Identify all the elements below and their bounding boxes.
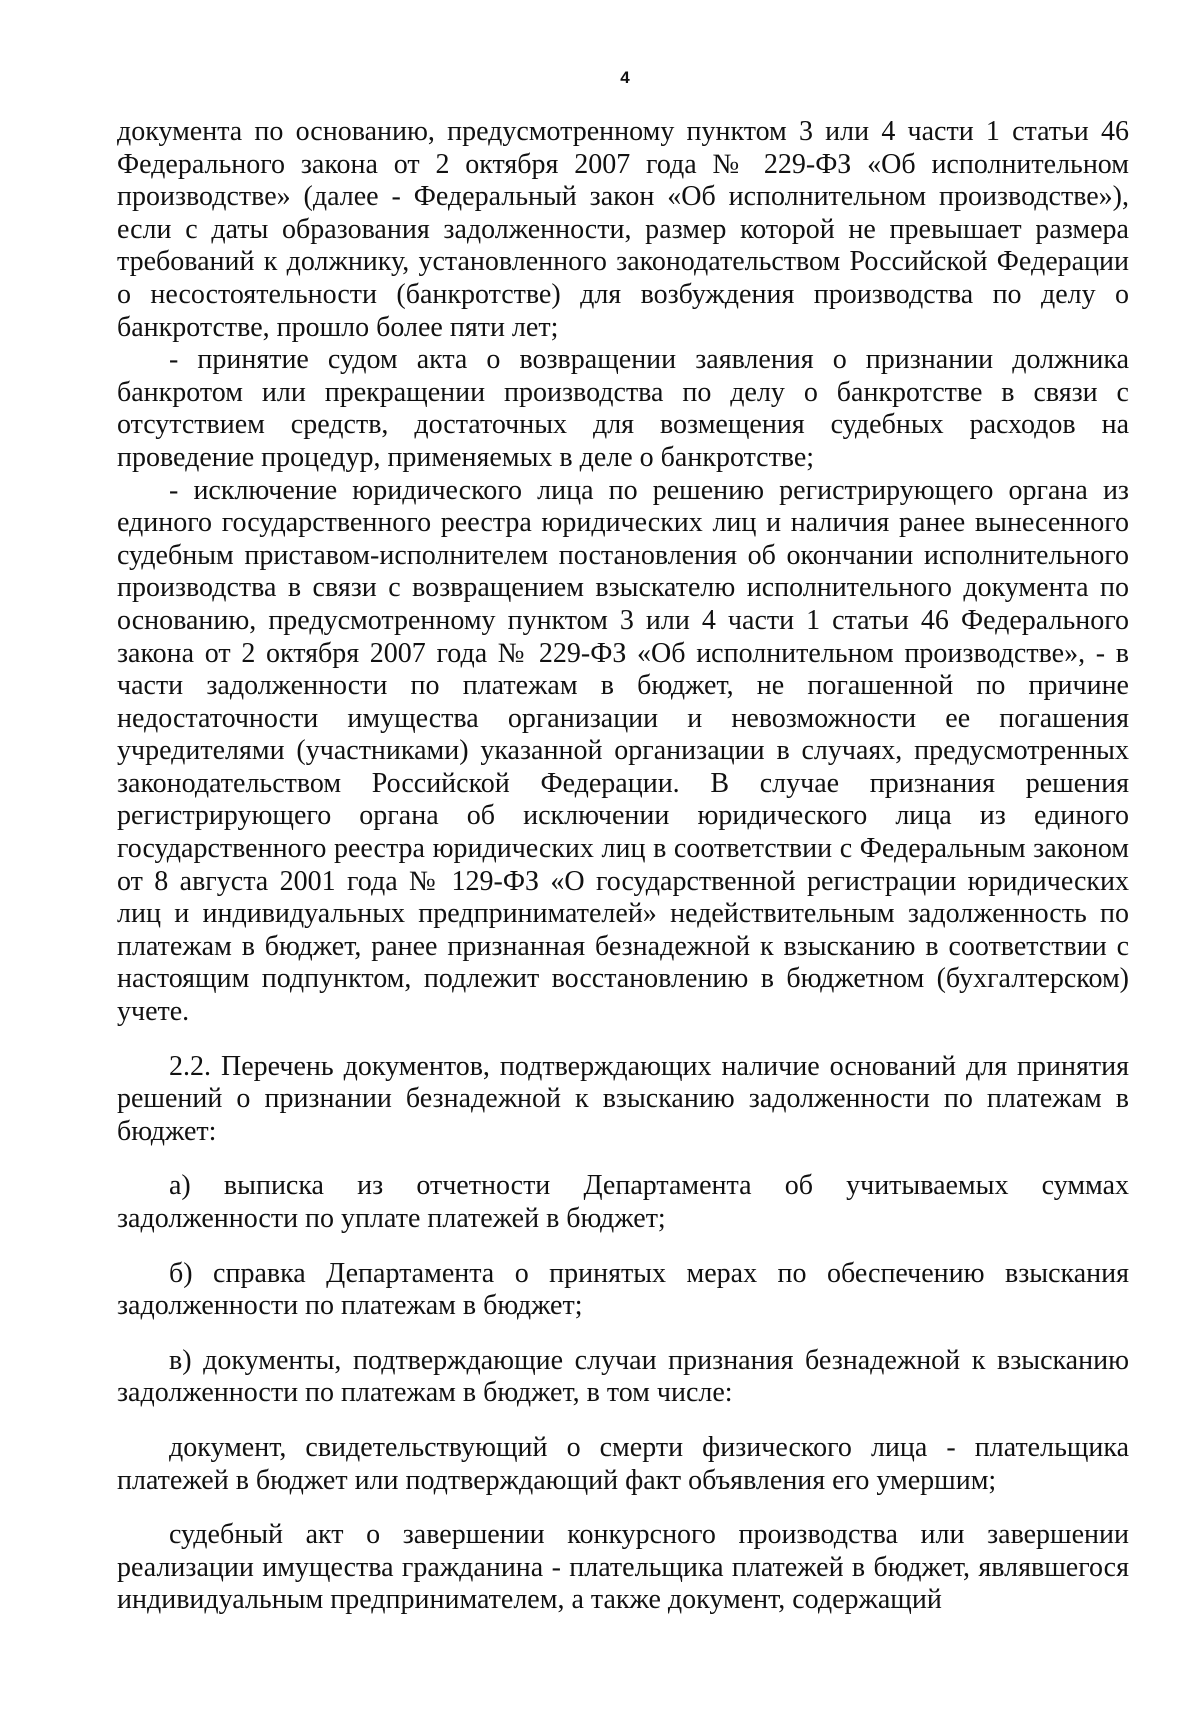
paragraph-court-act: - принятие судом акта о возвращении заявления о признании должника банкротом или прекращении производства по делу о банкротстве в связи с отсутствием средств, достаточных для возмещения судебных расходов на проведение процедур, применяемых в деле о банкротстве; [117, 344, 1129, 473]
paragraph-death-document: документ, свидетельствующий о смерти физического лица - плательщика платежей в бюджет или подтверждающий факт объявления его умершим; [117, 1431, 1129, 1496]
paragraph-continuation: документа по основанию, предусмотренному пунктом 3 или 4 части 1 статьи 46 Федерального закона от 2 октября 2007 года № 229-ФЗ «Об исполнительном производстве» (далее - Федеральный закон «Об исполнительном производстве»), если с даты образования задолженности, размер которой не превышает размера требований к должнику, установленного законодательством Российской Федерации о несостоятельности (банкротстве) для возбуждения производства по делу о банкротстве, прошло более пяти лет; [117, 116, 1129, 343]
page-number: 4 [620, 68, 630, 87]
paragraph-section-2-2: 2.2. Перечень документов, подтверждающих наличие оснований для принятия решений о признании безнадежной к взысканию задолженности по платежам в бюджет: [117, 1050, 1129, 1147]
list-item-a: а) выписка из отчетности Департамента об учитываемых суммах задолженности по уплате платежей в бюджет; [117, 1170, 1129, 1234]
document-body [117, 116, 1129, 1617]
paragraph-legal-entity-exclusion: - исключение юридического лица по решению регистрирующего органа из единого государственного реестра юридических лиц и наличия ранее вынесенного судебным приставом-исполнителем постановления об окончании исполнительного производства в связи с возвращением взыскателю исполнительного документа по основанию, предусмотренному пунктом 3 или 4 части 1 статьи 46 Федерального закона от 2 октября 2007 года № 229-ФЗ «Об исполнительном производстве», - в части задолженности по платежам в бюджет, не погашенной по причине недостаточности имущества организации и невозможности ее погашения учредителями (участниками) указанной организации в случаях, предусмотренных законодательством Российской Федерации. В случае признания решения регистрирующего органа об исключении юридического лица из единого государственного реестра юридических лиц в соответствии с Федеральным законом от 8 августа 2001 года № 129-ФЗ «О государственной регистрации юридических лиц и индивидуальных предпринимателей» недействительным задолженность по платежам в бюджет, ранее признанная безнадежной к взысканию в соответствии с настоящим подпунктом, подлежит восстановлению в бюджетном (бухгалтерском) учете. [117, 474, 1129, 1028]
list-item-b: б) справка Департамента о принятых мерах по обеспечению взыскания задолженности по платежам в бюджет; [117, 1257, 1129, 1322]
paragraph-bankruptcy-court-act: судебный акт о завершении конкурсного производства или завершении реализации имущества гражданина - плательщика платежей в бюджет, являвшегося индивидуальным предпринимателем, а также документ, содержащий [117, 1519, 1129, 1616]
list-item-v: в) документы, подтверждающие случаи признания безнадежной к взысканию задолженности по платежам в бюджет, в том числе: [117, 1344, 1129, 1409]
